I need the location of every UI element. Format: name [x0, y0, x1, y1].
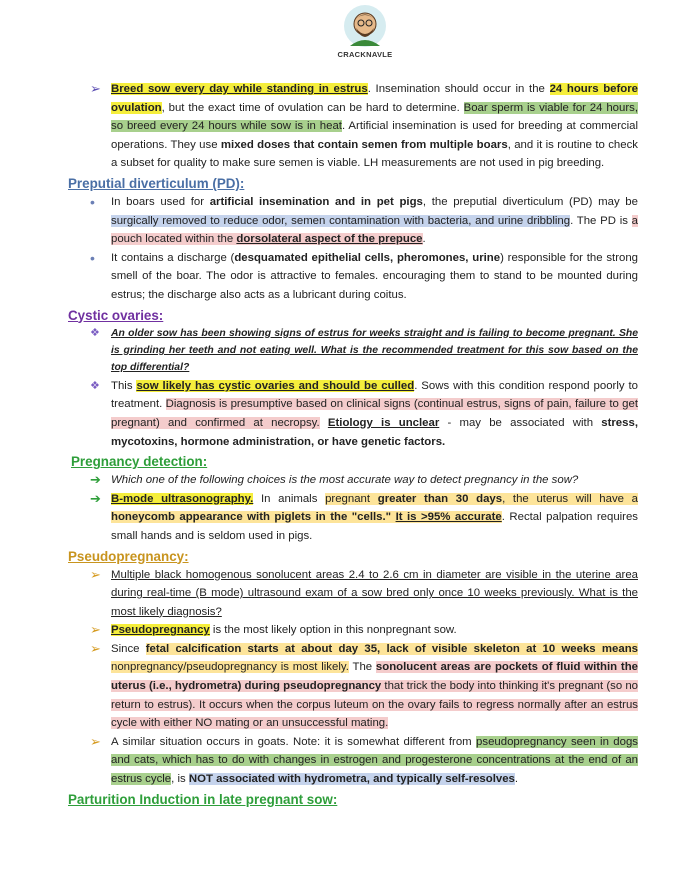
arrow-bullet-icon: ➔ — [90, 490, 101, 506]
arrow-bullet-icon: ➢ — [90, 733, 101, 749]
pregnancy-list — [68, 471, 638, 545]
arrow-bullet-icon: ➢ — [90, 566, 101, 582]
section-heading: Cystic ovaries: — [68, 307, 164, 323]
section-heading: Parturition Induction in late pregnant sow: — [68, 791, 338, 807]
section-heading: Pregnancy detection: — [71, 454, 208, 470]
arrow-bullet-icon: ➢ — [90, 622, 101, 638]
list-item: • It contains a discharge (desquamated epithelial cells, pheromones, urine) responsible for the strong smell of the boar. The odor is attractive to females. encouraging them to stand to be mounted during estrus; the discharge also acts as a lubricant during coitus. — [90, 249, 638, 301]
list-item: ❖ This sow likely has cystic ovaries and should be culled. Sows with this condition respond poorly to treatment. Diagnosis is presumptive based on clinical signs (continual estrus, signs of pain, failure to get pregnant) and confirmed at necropsy. Etiology is unclear - may be associated with stress, mycotoxins, hormone administration, or have genetic factors. — [68, 377, 638, 451]
list-item: ❖ An older sow has been showing signs of estrus for weeks straight and is failing to become pregnant. She is grinding her teeth and not eating well. What is the recommended treatment for this sow based on the top differential? — [90, 326, 638, 374]
list-item: ➔ B-mode ultrasonography. In animals pregnant greater than 30 days, the uterus will have a honeycomb appearance with piglets in the "cells." It is >95% accurate. Rectal palpation requires small hands and is seldom used in pigs. — [90, 490, 639, 542]
list-item: ➢ Breed sow every day while standing in estrus. Insemination should occur in the 24 hours before ovulation, but the exact time of ovulation can be hard to determine. Boar sperm is viable for 24 hours, so breed every 24 hours while sow is in heat. Artificial insemination is used for breeding at commercial operations. They use mixed doses that contain semen from multiple boars, and it is routine to check a subset for quality to make sure semen is viable. LH measurements are not used in pig breeding. — [90, 81, 639, 170]
cystic-list — [68, 325, 638, 452]
logo-text: CRACKNAVLE — [337, 50, 393, 59]
breeding-list — [68, 80, 638, 173]
dot-bullet-icon: • — [90, 193, 95, 210]
pseudo-list — [68, 566, 638, 789]
document-body — [68, 80, 638, 809]
list-item: ➢ Multiple black homogenous sonolucent areas 2.4 to 2.6 cm in diameter are visible in the uterine area during real-time (B mode) ultrasound exam of a sow bred only once 10 weeks previously. What is the most likely diagnosis? — [90, 566, 638, 618]
diamond-bullet-icon: ❖ — [90, 326, 100, 339]
arrow-bullet-icon: ➢ — [90, 640, 101, 656]
list-item: • In boars used for artificial insemination and in pet pigs, the preputial diverticulum (PD) may be surgically removed to reduce odor, semen contamination with bacteria, and urine dribbling. The PD is a pouch located within the dorsolateral aspect of the prepuce. — [90, 193, 639, 246]
arrow-bullet-icon: ➢ — [90, 81, 101, 96]
list-item: ➔ Which one of the following choices is the most accurate way to detect pregnancy in the sow? — [68, 471, 638, 490]
diamond-bullet-icon: ❖ — [90, 379, 100, 392]
list-item: ➢ Pseudopregnancy is the most likely option in this nonpregnant sow. — [68, 621, 638, 640]
list-item: ➢ Since fetal calcification starts at about day 35, lack of visible skeleton at 10 weeks means nonpregnancy/pseudopregnancy is most likely. The sonolucent areas are pockets of fluid within the uterus (i.e., hydrometra) during pseudopregnancy that trick the body into thinking it's pregnant (so no return to estrus). It occurs when the corpus luteum on the ovary fails to regress normally after an estrus cycle with either NO mating or an unsuccessful mating. — [90, 640, 639, 730]
mascot-icon — [343, 4, 387, 48]
dot-bullet-icon: • — [90, 249, 95, 266]
logo — [330, 4, 400, 70]
section-heading: Preputial diverticulum (PD): — [68, 175, 245, 191]
list-item: ➢ A similar situation occurs in goats. Note: it is somewhat different from pseudopregnancy seen in dogs and cats, which has to do with changes in estrogen and progesterone concentrations at the end of an estrus cycle, is NOT associated with hydrometra, and typically self-resolves. — [90, 733, 639, 786]
arrow-bullet-icon: ➔ — [90, 472, 101, 488]
section-heading: Pseudopregnancy: — [68, 548, 189, 564]
pd-list — [68, 193, 638, 305]
